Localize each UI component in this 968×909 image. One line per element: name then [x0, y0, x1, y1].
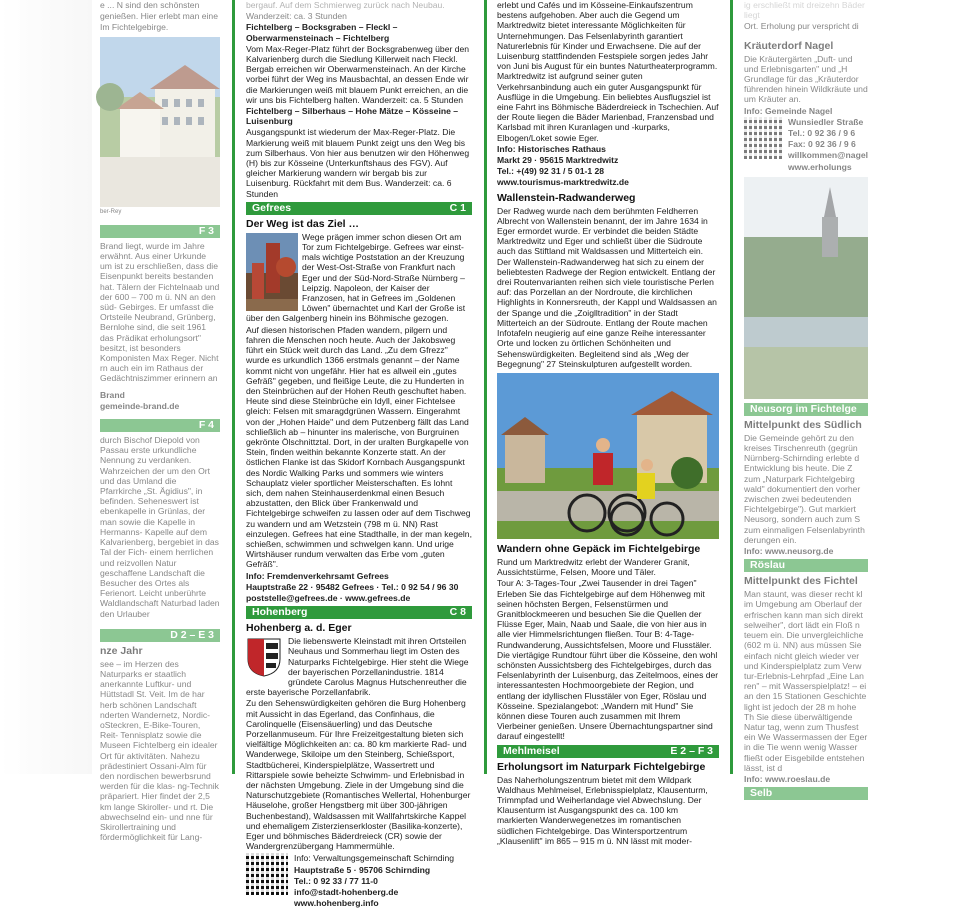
hohenberg-text: Zu den Sehenswürdigkeiten gehören die Burg Hohenberg mit Aussicht in das Egerland, das Confinhaus, die Carolinquelle (Eisensäuerling) und das Deutsche Porzellanmuseum. Für Ihre Freizeitgestaltung bieten sich vielfältige Möglichkeiten an: ca. 80 km markierte Rad- und Wanderwege, Skiloipe um den Steinberg, Schießsport, Stadtbücherei, Kinderspielplätze, Wassertrett und Rittarspiele sowie beheizte Schwimm- und Erlebnisbad in der nächsten Umgebung. Ziele in der Umgebung sind die Naturschutzgebiete (Romantisches Wellertal, Hohenburger Häuselohe, großer Hengstberg mit über 300-jährigen Buchenbestand), Waldsassen mit Wallfahrtskirche Kappel und ehemaligem Zisterzienserkloster (Basilika-konzerte), Eger und böhmisches Bäderdreieck (CR) sowie der Wandergrenzübergang Hammermühle. [246, 698, 471, 852]
roeslau-text: Man staunt, was dieser recht kl im Umgebung am Oberlauf der erfrischen kann man sich direkt selweiher", dort lädt ein Floß n teuem ein. Die unvergleichliche (602 m ü. NN) aus müssen Sie einfach nicht gleich wieder ver und Kinderspielplatz zum Verw tur-Erlebnis-Lehrpfad „Eine Lan ren" – mit Wasserspielplatz! – ei an den 15 Stationen Geschichte light ist jedoch der 28 m hohe Th Sie diese überwältigende Natur tag, wenn zum Thusfest ein We Wassermassen der Eger in die Tie wenn wenig Wasser fließt oder Eisgebilde entstehen lässt, ist d [744, 589, 868, 773]
map-code: F 4 [198, 419, 214, 432]
hohenberg-info: Info: Verwaltungsgemeinschaft Schirnding [294, 853, 455, 864]
hohenberg-coat-of-arms [246, 637, 282, 677]
section-name: Röslau [750, 559, 786, 572]
wallenstein-text: Der Radweg wurde nach dem berühmten Feldherren Albrecht von Wallenstein benannt, der im Jahre 1634 in Eger ermordet wurde. Er verbindet die beiden Städte Marktredwitz und Eger und schließt über die Südroute auch das Stiftland mit Waldsassen und Mitterteich ein. Der Wallenstein-Radwanderweg hat sich zu einem der beliebtesten Radwege der Region entwickelt. Entlang der drei Routenvarianten reihen sich viele touristische Perlen auf: das Porzellan an der Nordroute, die kirchlichen Highlights in Konnersreuth, der Kappl und Waldsassen an der Spange und die „Zoiglltradition" in der Stadt Mitterteich an der Südroute. Entlang der Route machen Infotafeln neugierig auf eine ganze Reihe interessanter Orte und locken zu örtlichen Schönheiten und Sehenswürdigkeiten. Begleitend sind als „Weg der Begegnung" 27 Steinskulpturen aufgestellt worden. [497, 205, 717, 369]
hohenberg-info-block [246, 853, 472, 909]
section-bar-roeslau [744, 559, 868, 572]
section-bar-selb [744, 787, 868, 800]
neusorg-info: Info: www.neusorg.de [744, 546, 834, 557]
gefrees-info: Hauptstraße 22 · 95482 Gefrees · Tel.: 0 92 54 / 96 30 [246, 581, 459, 592]
section-name: Selb [750, 787, 773, 800]
lake-church-photo [744, 177, 868, 399]
roeslau-title: Mittelpunkt des Fichtel [744, 575, 858, 588]
section-name: Hohenberg [252, 606, 308, 619]
hohenberg-title: Hohenberg a. d. Eger [246, 622, 352, 635]
gefrees-info: Info: Fremdenverkehrsamt Gefrees [246, 570, 389, 581]
kraeuterdorf-info: Fax: 0 92 36 / 9 6 [787, 139, 856, 150]
column-divider [484, 0, 487, 774]
column-3 [497, 0, 719, 846]
marktredwitz-info: Info: Historisches Rathaus [497, 143, 606, 154]
route-title: Fichtelberg – Bocksgraben – Fleckl – Oberwarmensteinach – Fichtelberg [246, 22, 398, 43]
neusorg-title: Mittelpunkt des Südlich [744, 418, 862, 431]
brand-web: gemeinde-brand.de [100, 400, 180, 411]
section-bar-f4 [100, 419, 220, 432]
jahr-title: nze Jahr [100, 644, 143, 657]
qr-code-icon [744, 117, 784, 159]
roeslau-info: Info: www.roeslau.de [744, 773, 831, 784]
section-bar-d2e3 [100, 629, 220, 642]
cyclists-photo [497, 373, 719, 539]
map-code: C 8 [449, 606, 466, 619]
column-divider [232, 0, 235, 774]
marktredwitz-info: www.tourismus-marktredwitz.de [497, 177, 629, 188]
brand-info: Brand [100, 389, 125, 400]
kraeuterdorf-info: www.erholungs [787, 161, 852, 172]
col4-top-line: Ort. Erholung pur verspricht di [744, 21, 859, 32]
col4-top-line: ig erschließt mit dreizehn Bäder liegt [744, 0, 865, 21]
kraeuterdorf-info: Info: Gemeinde Nagel [744, 105, 833, 116]
col1-top-line: Im Fichtelgebirge. [100, 22, 169, 33]
gefrees-photo-svg [246, 233, 298, 311]
col1-top-line: e ... N sind den schönsten [100, 0, 200, 10]
hohenberg-info: Tel.: 0 92 33 / 77 11-0 [294, 875, 378, 886]
map-code: D 2 – E 3 [170, 628, 214, 641]
kraeuterdorf-title: Kräuterdorf Nagel [744, 39, 834, 52]
route-title: Fichtelberg – Silberhaus – Hohe Mätze – Kösseine – Luisenburg [246, 106, 459, 127]
mehlmeisel-text: Das Naherholungszentrum bietet mit dem Wildpark Waldhaus Mehlmeisel, Erlebnisspielplatz, Klausenturm, Trimmpfad und Weiherlandage viel Abwechslung. Der Klausenturm ist Ausgangspunkt des ca. 100 km markierten Wanderwegenetzes im romantischen südlichen Fichtelgebirge. Das Wintersportzentrum „Klausenlift" im 865 – 915 m ü. NN lässt mit moder- [497, 774, 708, 846]
photo-caption: ber-Rey [100, 208, 122, 215]
section-bar-gefrees [246, 202, 472, 215]
kraeuterdorf-text: Die Kräutergärten „Duft- und und Erlebnisgarten" und „H Grundlage für das „Kräuterdor führenden hinein Wildkräute und um Kräuter an. [744, 53, 868, 105]
col2-top-line: Wanderzeit: ca. 3 Stunden [246, 11, 347, 22]
map-code: E 2 – F 3 [670, 744, 713, 757]
wandern-text: Rund um Marktredwitz erlebt der Wanderer Granit, Aussichtstürme, Felsen, Moore und Täler. [497, 556, 690, 578]
column-1 [100, 0, 220, 843]
gefrees-text: Auf diesen historischen Pfaden wandern, pilgern und fahren die Menschen noch heute. Auch der Jakobsweg führt ein Stück weit durch das Land. „Zu dem Gfrezz" wurde es urkundlich 1366 erstmals genannt – der Name kommt nicht von ungefähr. Hier hat es allweil ein „gutes Gefräß" gegeben, und fleißige Leute, die zu Hunderten in den Steinbrüchen auf der Hohen Reuth geschuftet haben. Heute sind diese Steinbrüche ein Idyll, einer Fichtelsee gleich: Felsen mit smaragdgrünen Wassern. Eingerahmt von der „Hohen Haide" und dem Putzenberg fällt das Land schließlich ab – hinunter ins malerische, von Burgruinen gekrönte Ölschnittztal. Dort, in der uralten Burgkapelle von Stein, finden weithin bekannte Konzerte statt. An der östlichen Flanke ist das Skidorf Kornbach Ausgangspunkt des Nordic Walking Parks und sommers wie winters Schauplatz vieler sportlicher Meisterschaften. Es lohnt sich, dem nahen Steinhauserdenkmal einen Besuch abzustatten, den Blick über Frankenwald und Fichtelgebirge schweifen zu lassen oder auf dem Tischweg zu wandern und am Wetzstein (798 m ü. NN) Rast einzulegen. Gefrees hat eine Stadthalle, in der man kegeln, schießen, schwimmen und schwelgen kann. Und urige Wirtshäuser rundum verwalten das Erbe vom „guten Gefräß". [246, 324, 472, 570]
column-2 [246, 0, 472, 909]
left-margin [0, 0, 92, 774]
town-photo-svg [100, 37, 220, 207]
hohenberg-info: info@stadt-hohenberg.de [294, 887, 399, 898]
gefrees-info: poststelle@gefrees.de · www.gefrees.de [246, 592, 411, 603]
col1-top-line: genießen. Hier erlebt man eine [100, 11, 218, 22]
map-code: C 1 [449, 201, 466, 214]
section-bar-f3 [100, 225, 220, 238]
map-code: F 3 [198, 224, 214, 237]
section-name: Neusorg im Fichtelge [750, 402, 857, 415]
f4-text: durch Bischof Diepold von Passau erste urkundliche Nennung zu verdanken. Wahrzeichen der um den Ort und das Umland die Pfarrkirche „St. Ägidius", in befinden. Seheneswert ist ebenkapelle in Grünlas, der man sowie die Kapelle in Hermanns- Kapelle auf dem Kalvarienberg, bergebiet in das Tal der Fich- einem herrlichen und reizvollen Natur geschaffene Landschaft die Besucher des Ortes als Ferienort. Leicht unberührte Waldlandschaft Naturbad laden den Urlauber [100, 435, 220, 619]
gefrees-text: Wege prägen immer schon diesen Ort am Tor zum Fichtelgebirge. Gefrees war einst-mals wichtige Poststation an der Kreuzung der West-Ost-Straße von Frankfurt nach Eger und der Süd-Nord-Straße Nürnberg – Leipzig. Napoleon, der Kaiser der Franzosen, hat in Gefrees im „Goldenen Löwen" übernachtet und Karl der Große ist über den Galgenberg hinein ins Böhmische gezogen. [246, 231, 466, 324]
section-bar-neusorg [744, 403, 868, 416]
section-name: Mehlmeisel [503, 744, 560, 757]
coat-of-arms-svg [246, 637, 282, 677]
hohenberg-info: www.hohenberg.info [294, 898, 379, 909]
kraeuterdorf-info-block [744, 117, 868, 173]
kraeuterdorf-info: willkommen@nagel [787, 150, 868, 161]
neusorg-text: Die Gemeinde gehört zu den kreises Tirschenreuth (gegrün Nürnberg-Schirnding erlebte d Entwicklung bis heute. Die Z zum „Naturpark Fichtelgebirg wald" dokumentiert den vorher zwischen zwei bedeutenden Fichtelgebirge"). Gut markiert Neusorg, sondern auch zum S zum einmaligen Felsenlabyrinth derungen ein. [744, 432, 865, 545]
route-text: Vom Max-Reger-Platz führt der Bocksgrabenweg über den Kalvarienberg durch die Siedlung Killerweit nach Fleckl. Bergab erreichen wir Oberwarmensteinach. An der Kirche vorbei führt der Weg ins Mausbachtal, an dessen Ende wir die Markierungen weiß mit blauem Punkt erreichen, an die wir uns bis Fichtelberg halten. Wanderzeit: ca. 5 Stunden [246, 43, 470, 105]
col2-top-line: bergauf. Auf dem Schmierweg zurück nach Neubau. [246, 0, 445, 10]
marktredwitz-info: Markt 29 · 95615 Marktredwitz [497, 155, 619, 166]
section-bar-hohenberg [246, 606, 472, 619]
brand-text: Brand liegt, wurde im Jahre erwähnt. Aus einer Urkunde um ist zu erschließen, dass die Eisenpunkt bereits bestanden hat. Tälern der Fichtelnaab und der 600 – 700 m ü. NN an den süd- Gebirges. Er umfasst die Ortsteile Neubrand, Grünberg, Bernlohe sind, die seit 1961 das Prädikat erholungsort" besitzt, ist besonders Komponisten Max Reger. Nicht rn auch ein im Rathaus der Gedächtniszimmer erinnern an [100, 240, 220, 384]
cyclists-photo-svg [497, 373, 719, 539]
gefrees-photo [246, 233, 298, 311]
wallenstein-title: Wallenstein-Radwanderweg [497, 191, 636, 204]
kraeuterdorf-info: Tel.: 0 92 36 / 9 6 [787, 128, 856, 139]
mehlmeisel-title: Erholungsort im Naturpark Fichtelgebirge [497, 760, 706, 773]
jahr-text: see – im Herzen des Naturparks er staatlich anerkannte Luftkur- und Hüttstadl St. Veit. Im de har herb schönen Landschaft nderten Wandernetz, Nordic- oSteckren, E-Bike-Touren, Reit- Tennisplatz sowie die Museen Fichtelberg ein idealer Ort für aktivitäten. Nahezu prädestiniert Ossani-Alm für den nordischen bewerbsrund werden für die klas- ng-Technik präpariert. Hier findet der 2,5 km lange Skiroller- und rt. Die abwechselnd ein- und nne für Skirollertraining und fördermöglichkeit für Lang- [100, 658, 219, 843]
column-4 [744, 0, 868, 800]
hohenberg-text: Die liebenswerte Kleinstadt mit ihren Ortsteilen Neuhaus und Sommerhau liegt im Osten des Naturparks Fichtelgebirge. Hier steht die Wiege der bayerischen Porzellanindustrie. 1814 gründete Carolus Magnus Hutschenreuther die erste bayerische Porzellanfabrik. [246, 636, 469, 698]
column-divider [730, 0, 733, 774]
qr-code-icon [246, 853, 288, 895]
wandern-text: Tour A: 3-Tages-Tour „Zwei Tausender in drei Tagen" Erleben Sie das Fichtelgebirge auf dem Höhenweg mit seinen höchsten Bergen, Felsenstürmen und Granitblockmeeren und besuchen Sie die Quellen der Flüsse Eger, Main, Naab und Saale, die von hier aus in alle vier Himmelsrichtungen fließen. Tour B: 4-Tage-Rundwanderung, Aussichtsfelsen, Moore und Flusstäler. Die viertägige Rundtour führt über die Kösseine, den wohl schönsten Aussichtsberg des Fichtelgebirges, durch das Felsenlabyrinth der Luisenburg, das Zeitelmoos, eines der interessantesten Hochmoorgebiete der Region, und entlang der idyllischen Flusstäler von Eger, Röslau und Kösseine. Spezialangebot: „Wandern mit Hund" Sie können diese Touren auch zusammen mit Ihrem Vierbeiner genießen. Unsere Übernachtungspartner sind darauf eingestellt! [497, 578, 719, 742]
gefrees-title: Der Weg ist das Ziel … [246, 217, 360, 230]
fichtelberg-town-photo [100, 37, 220, 207]
kraeuterdorf-info: Wunsiedler Straße [787, 116, 864, 127]
lake-photo-svg [744, 177, 868, 399]
wandern-title: Wandern ohne Gepäck im Fichtelgebirge [497, 542, 701, 555]
marktredwitz-text: erlebt und Cafés und im Kösseine-Einkaufszentrum bestens aufgehoben. Aber auch die Gegend um Marktredwitz bietet interessante Möglichkeiten für Unternehmungen. Das Felsenlabyrinth garantiert Naturerlebnis für Kinder und Erwachsene. Die auf der Luisenburg stattfindenden Festspiele sorgen jedes Jahr von Juni bis August für ein buntes Naturtheaterprogramm. Marktredwitz ist aufgrund seiner guten Verkehrsanbindung auch ein guter Ausgangspunkt für Ausflüge in die Umgebung. Ein beliebtes Ausflugsziel ist eine Fahrt ins Böhmische Bäderdreieck in Tschechien. Auf der Route liegen die Bäder Marienbad, Franzensbad und Karlsbad mit ihren Kuranlagen und -kurparks, Elbogen/Loket sowie Eger. [497, 0, 719, 143]
section-name: Gefrees [252, 201, 292, 214]
section-bar-mehlmeisel [497, 745, 719, 758]
route-text: Ausgangspunkt ist wiederum der Max-Reger-Platz. Die Markierung weiß mit blauem Punkt zeigt uns den Weg bis zum Silberhaus. Von hier aus benutzen wir den Höhenweg (H) bis zur Kösseine (Unterkunftshaus des FGV). Auf gleicher Markierung wandern wir bergab bis zur Luisenburg. Rückfahrt mit dem Bus. Wanderzeit: ca. 6 Stunden [246, 127, 470, 199]
right-fade [868, 0, 968, 774]
hohenberg-info: Hauptstraße 5 · 95706 Schirnding [294, 864, 431, 875]
marktredwitz-info: Tel.: +(49) 92 31 / 5 01-1 28 [497, 166, 605, 177]
